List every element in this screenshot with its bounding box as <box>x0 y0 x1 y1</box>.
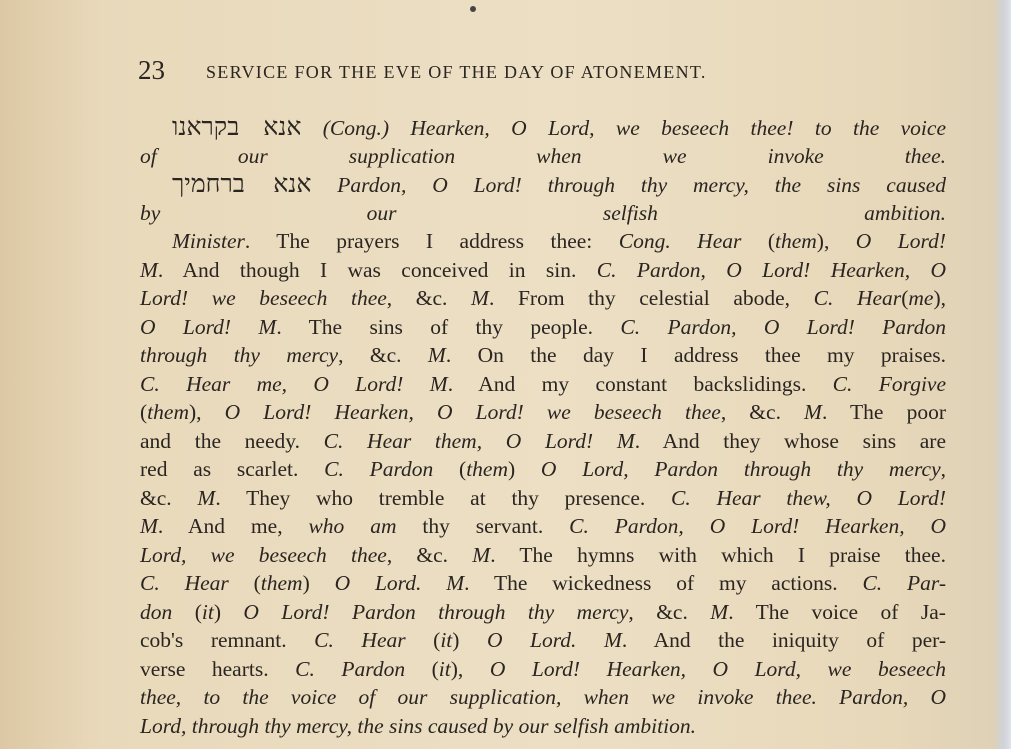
roman-segment: . The sins of thy people. <box>276 314 621 339</box>
italic-segment: C. Par- <box>862 571 946 595</box>
prayer-text <box>140 113 946 740</box>
roman-segment: , <box>940 457 946 481</box>
text-line <box>140 370 946 399</box>
italic-segment: who am <box>308 514 397 538</box>
roman-segment: , &c. <box>386 286 472 310</box>
italic-segment: O Lord! M <box>140 314 277 339</box>
roman-segment: . They who tremble at thy presence. <box>215 485 671 510</box>
italic-segment: Cong. Hear <box>618 229 742 253</box>
text-line <box>140 569 946 598</box>
italic-segment: O Lord! Hearken, O Lord, we beseech <box>489 656 946 681</box>
italic-segment: them <box>260 571 303 595</box>
italic-segment: Lord, through thy mercy, the sins caused by our selfish ambition. <box>140 713 696 738</box>
roman-segment: ) <box>508 457 541 481</box>
text-line <box>140 227 946 256</box>
text-line <box>140 284 946 313</box>
italic-segment: of our supplication when we invoke thee. <box>140 143 946 168</box>
italic-segment: Lord, we beseech thee <box>140 542 387 567</box>
roman-segment: . And they whose sins are <box>634 428 946 453</box>
text-line <box>140 256 946 285</box>
italic-segment: C. Pardon, O Lord! Hearken, O <box>569 514 947 538</box>
roman-segment: ), <box>933 286 946 310</box>
italic-segment: O Lord! <box>855 229 946 253</box>
italic-segment: Pardon, O Lord! through thy mercy, the sins caused <box>311 173 946 197</box>
roman-segment: ( <box>172 599 202 624</box>
italic-segment: O Lord. M <box>334 571 465 595</box>
text-line <box>140 455 946 484</box>
italic-segment: C. Hear <box>813 286 902 310</box>
italic-segment: me <box>908 286 934 310</box>
page-edge <box>993 0 1011 749</box>
italic-segment: it <box>438 656 451 681</box>
italic-segment: C. Pardon, O Lord! Pardon <box>620 314 946 339</box>
text-line <box>140 170 946 199</box>
italic-segment: don <box>140 599 173 624</box>
italic-segment: C. Hear <box>140 571 229 595</box>
text-line <box>140 484 946 513</box>
text-line <box>140 655 946 684</box>
roman-segment: thy servant. <box>396 514 570 538</box>
italic-segment: Minister <box>172 229 245 253</box>
italic-segment: them <box>775 229 817 253</box>
roman-segment: ), <box>450 656 490 681</box>
roman-segment: , &c. <box>628 599 711 624</box>
roman-segment: , &c. <box>386 542 473 567</box>
italic-segment: C. Pardon <box>295 656 406 681</box>
italic-segment: M <box>472 542 491 567</box>
hebrew-heading: אנא ברחמיך <box>172 169 312 198</box>
italic-segment: them <box>466 457 508 481</box>
italic-segment: (Cong.) Hearken, O Lord, we beseech thee! to the voice <box>301 116 946 140</box>
roman-segment: . The hymns with which I praise thee. <box>490 542 946 567</box>
italic-segment: thee, to the voice of our supplication, when we invoke thee. Pardon, O <box>140 685 946 709</box>
page-header <box>138 56 898 84</box>
text-line <box>140 427 946 456</box>
italic-segment: C. Hear them, O Lord! M <box>323 428 635 453</box>
text-line <box>140 598 946 627</box>
text-line <box>140 512 946 541</box>
roman-segment: and the needy. <box>140 428 324 453</box>
roman-segment: &c. <box>140 485 198 510</box>
roman-segment: red as scarlet. <box>140 457 325 481</box>
italic-segment: it <box>201 599 214 624</box>
roman-segment: ) <box>302 571 335 595</box>
roman-segment: . From thy celestial abode, <box>488 286 814 310</box>
roman-segment: . On the day I address thee my praises. <box>445 343 946 367</box>
text-line <box>140 113 946 142</box>
italic-segment: O Lord! Pardon through thy mercy <box>243 599 629 624</box>
italic-segment: C. Forgive <box>832 371 946 396</box>
text-line <box>140 341 946 370</box>
italic-segment: M <box>140 257 158 282</box>
hebrew-heading: אנא בקראנו <box>172 112 302 141</box>
roman-segment: ( <box>228 571 261 595</box>
text-line <box>140 199 946 228</box>
roman-segment: . The prayers I address thee: <box>244 229 619 253</box>
italic-segment: them <box>147 400 189 424</box>
roman-segment: ( <box>140 400 148 424</box>
roman-segment: , &c. <box>338 343 428 367</box>
italic-segment: O Lord. M <box>486 628 622 652</box>
italic-segment: by our selfish ambition. <box>140 200 946 225</box>
italic-segment: O Lord! Hearken, O Lord! we beseech thee <box>224 400 721 424</box>
italic-segment: it <box>440 628 453 652</box>
italic-segment: M <box>804 400 822 424</box>
text-line <box>140 541 946 570</box>
text-line <box>140 626 946 655</box>
roman-segment: . And the iniquity of per- <box>621 628 946 652</box>
roman-segment: ( <box>901 286 909 310</box>
italic-segment: C. Hear <box>314 628 406 652</box>
italic-segment: O Lord, Pardon through thy mercy <box>540 457 941 481</box>
roman-segment: ( <box>433 457 467 481</box>
roman-segment: . The wickedness of my actions. <box>464 571 863 595</box>
italic-segment: C. Hear thew, O Lord! <box>671 485 946 510</box>
text-line <box>140 142 946 171</box>
italic-segment: M <box>197 485 216 510</box>
italic-segment: M <box>140 514 158 538</box>
italic-segment: C. Pardon, O Lord! Hearken, O <box>596 257 946 282</box>
italic-segment: through thy mercy <box>140 343 339 367</box>
italic-segment: C. Hear me, O Lord! M <box>140 371 448 396</box>
roman-segment: . The poor <box>821 400 946 424</box>
roman-segment: cob's remnant. <box>140 628 315 652</box>
roman-segment: ( <box>741 229 775 253</box>
italic-segment: M <box>471 286 489 310</box>
roman-segment: verse hearts. <box>140 656 296 681</box>
roman-segment: ( <box>405 656 439 681</box>
roman-segment: ( <box>405 628 441 652</box>
roman-segment: . And me, <box>157 514 309 538</box>
page-number: 23 <box>138 55 165 85</box>
roman-segment: ) <box>452 628 487 652</box>
text-line <box>140 712 946 741</box>
roman-segment: , &c. <box>720 400 805 424</box>
roman-segment: ) <box>213 599 244 624</box>
ink-spot <box>470 6 476 12</box>
roman-segment: ), <box>816 229 856 253</box>
roman-segment: ), <box>188 400 225 424</box>
roman-segment: . And my constant backslidings. <box>447 371 833 396</box>
text-line <box>140 398 946 427</box>
text-line <box>140 683 946 712</box>
italic-segment: M <box>710 599 729 624</box>
running-head: SERVICE FOR THE EVE OF THE DAY OF ATONEMENT. <box>206 62 707 82</box>
roman-segment: . And though I was conceived in sin. <box>157 257 597 282</box>
text-line <box>140 313 946 342</box>
roman-segment: . The voice of Ja- <box>728 599 946 624</box>
italic-segment: C. Pardon <box>324 457 434 481</box>
italic-segment: M <box>427 343 446 367</box>
italic-segment: Lord! we beseech thee <box>140 286 387 310</box>
